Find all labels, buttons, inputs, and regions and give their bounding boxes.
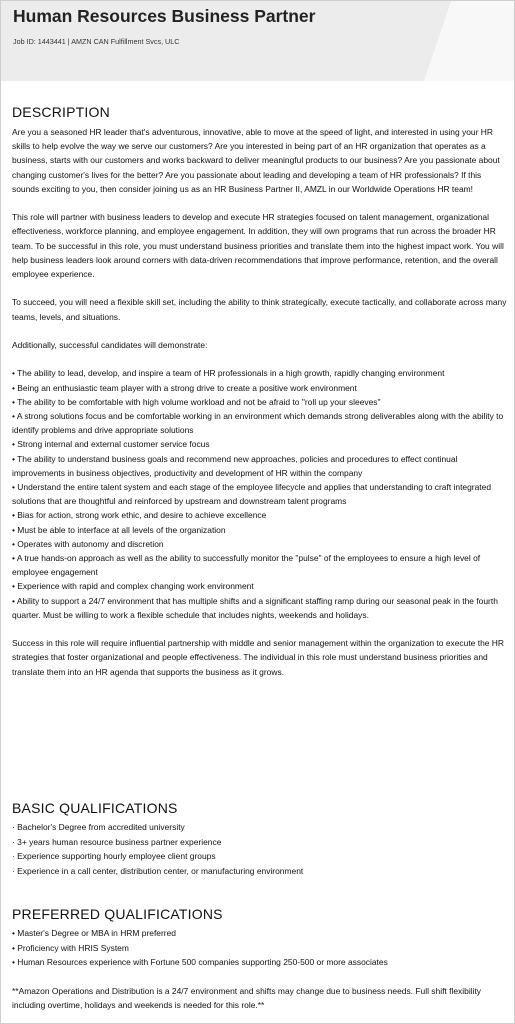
shift-flexibility-note: **Amazon Operations and Distribution is a 24/7 environment and shifts may change due to business needs. Full shift flexibility including overtime, holidays and weekends is needed for this role.** <box>12 985 482 1011</box>
list-item: • Bias for action, strong work ethic, and desire to achieve excellence <box>12 510 267 521</box>
list-item: • A strong solutions focus and be comfortable working in an environment which demands strong deliverables along with the ability to identify problems and drive appropriate solutions <box>12 411 504 436</box>
preferred-qualifications-section <box>12 906 507 1012</box>
list-item: • Master's Degree or MBA in HRM preferred <box>12 928 176 938</box>
list-item: • The ability to understand business goals and recommend new approaches, policies and procedures to effect continual improvements in business objectives, productivity and development of HR within the company <box>12 453 458 478</box>
requirements-list <box>12 366 507 622</box>
list-item: • Proficiency with HRIS System <box>12 942 129 953</box>
list-item: • Ability to support a 24/7 environment that has multiple shifts and a significant staffing ramp during our seasonal peak in the fourth quarter. Must be willing to work a flexible schedule that includes nights, weekends and holidays. <box>12 595 498 620</box>
list-item: • Understand the entire talent system and each stage of the employee lifecycle and applies that understanding to craft integrated solutions that are thoughtful and reinforced by upstream and downstream talent programs <box>12 482 492 507</box>
description-paragraph: To succeed, you will need a flexible skill set, including the ability to think strategically, execute tactically, and collaborate across many teams, levels, and situations. <box>12 297 507 322</box>
basic-qualifications-heading: BASIC QUALIFICATIONS <box>12 800 178 816</box>
list-item: · Experience in a call center, distribution center, or manufacturing environment <box>12 865 304 876</box>
list-item: • Experience with rapid and complex changing work environment <box>12 581 254 592</box>
list-item: · Bachelor's Degree from accredited university <box>12 822 185 832</box>
list-item: • Being an enthusiastic team player with a strong drive to create a positive work environment <box>12 382 357 393</box>
list-item: • Strong internal and external customer service focus <box>12 439 210 450</box>
list-item: • A true hands-on approach as well as the ability to successfully monitor the "pulse" of the employees to ensure a high level of employee engagement <box>12 553 481 578</box>
list-item: · 3+ years human resource business partner experience <box>12 836 222 847</box>
list-item: · Experience supporting hourly employee client groups <box>12 851 216 862</box>
description-paragraph: This role will partner with business leaders to develop and execute HR strategies focused on talent management, organizational effectiveness, workforce planning, and employee engagement. In addition, they will own programs that run across the broader HR team. To be successful in this role, you must understand business priorities and translate them into the highest impact work. You will help business leaders look around corners with data-driven recommendations that improve performance, retention, and the overall employee experience. <box>12 212 504 280</box>
list-item: • Human Resources experience with Fortune 500 companies supporting 250-500 or more associates <box>12 957 388 968</box>
job-title: Human Resources Business Partner <box>13 6 316 26</box>
list-item: • Operates with autonomy and discretion <box>12 538 164 549</box>
job-meta: Job ID: 1443441 | AMZN CAN Fulfillment Svcs, ULC <box>13 37 180 46</box>
preferred-qualifications-list <box>12 926 507 970</box>
list-item: • Must be able to interface at all levels of the organization <box>12 524 226 535</box>
description-heading: DESCRIPTION <box>12 104 110 120</box>
header-accent <box>424 1 514 81</box>
description-body <box>12 125 507 679</box>
description-closing: Success in this role will require influential partnership with middle and senior management within the organization to execute the HR strategies that foster organizational and people effectiveness. The individual in this role must understand business priorities and translate them into an HR agenda that supports the business as it grows. <box>12 638 504 677</box>
list-item: • The ability to lead, develop, and inspire a team of HR professionals in a high growth, rapidly changing environment <box>12 368 445 379</box>
preferred-qualifications-heading: PREFERRED QUALIFICATIONS <box>12 906 223 922</box>
description-paragraph: Are you a seasoned HR leader that's adventurous, innovative, able to move at the speed of light, and interested in using your HR skills to help evolve the way we serve our customers? Are you interested in being part of an HR organization that operates as a business, starts with our customers and works backward to deliver meaningful products to our business? Are you passionate about changing customer's lives for the better? Are you passionate about leading and developing a team of HR professionals? If this sounds exciting to you, then consider joining us as an HR Business Partner II, AMZL in our Worldwide Operations HR team! <box>12 127 500 194</box>
list-item: • The ability to be comfortable with high volume workload and not be afraid to "roll up your sleeves" <box>12 396 381 407</box>
description-section <box>12 104 507 120</box>
basic-qualifications-section <box>12 800 507 878</box>
job-header <box>1 1 514 81</box>
description-paragraph: Additionally, successful candidates will demonstrate: <box>12 340 208 350</box>
basic-qualifications-list <box>12 820 507 878</box>
